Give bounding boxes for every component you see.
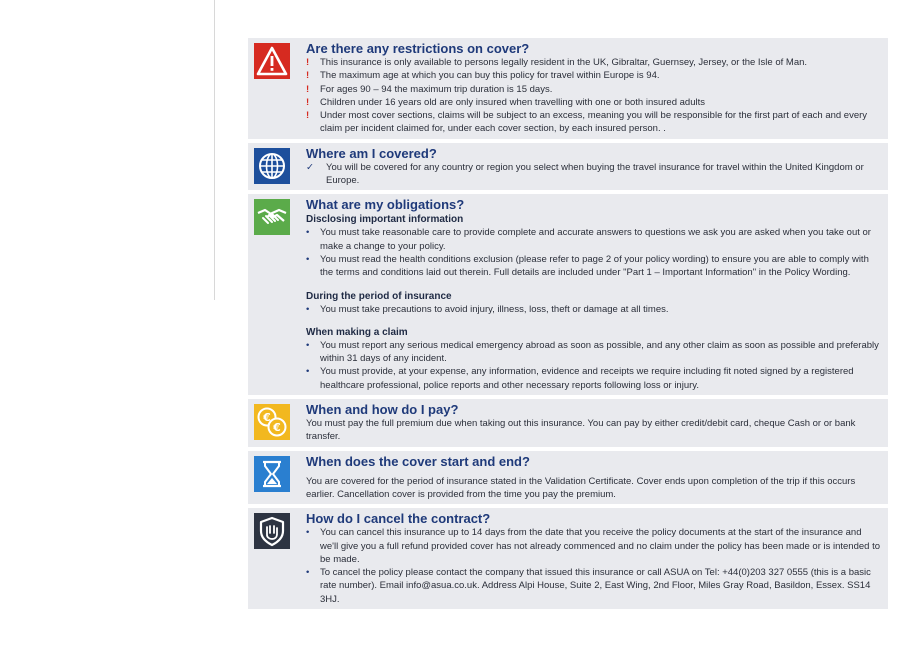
section-coverage: [248, 143, 888, 195]
list-item: • You must take precautions to avoid injury, illness, loss, theft or damage at all times.: [306, 303, 669, 315]
list-item: • You must provide, at your expense, any information, evidence and receipts we require including fit noted signed by a registered healthcare professional, police reports and other necessary reports following loss or injury.: [306, 366, 854, 391]
subheading-period: During the period of insurance: [306, 290, 452, 302]
page-fold-line: [214, 0, 215, 300]
restriction-list: [306, 56, 882, 136]
warning-icon: [254, 43, 290, 79]
handshake-icon: [254, 199, 290, 235]
subheading-disclosure: Disclosing important information: [306, 214, 464, 226]
claim-list: [306, 339, 882, 392]
shield-icon: [254, 513, 290, 549]
section-obligations: [248, 194, 888, 399]
coverage-list: [306, 161, 882, 188]
ipid-document: [248, 38, 888, 613]
globe-icon: [254, 148, 290, 184]
list-item: • You must report any serious medical emergency abroad as soon as possible, and any other claim as soon as possible and preferably within 31 days of any incident.: [306, 339, 879, 365]
section-title: What are my obligations?: [306, 197, 465, 213]
list-item: • You must take reasonable care to provide complete and accurate answers to questions we ask you are asked when you take out or make a change to your policy.: [306, 227, 871, 252]
cancel-list: [306, 526, 882, 606]
subheading-claim: When making a claim: [306, 326, 408, 338]
payment-text: You must pay the full premium due when taking out this insurance. You can pay by either credit/debit card, cheque Cash or or bank transfer.: [306, 418, 856, 443]
period-list: [306, 303, 882, 316]
list-item: • To cancel the policy please contact the company that issued this insurance or call ASUA on Tel: +44(0)203 327 0555 (this is a basic rate number). Email info@asua.co.uk. Address Alpi House, Suite 2, East Wing, 2nd Floor, Miles Gray Road, Basildon, Essex. SS14 3HJ.: [306, 567, 871, 605]
section-title: How do I cancel the contract?: [306, 511, 491, 527]
section-cancel: [248, 508, 888, 613]
list-item: • You must read the health conditions exclusion (please refer to page 2 of your policy wording) to ensure you are able to comply with the terms and conditions laid out therein. Full details are included under "Part 1 – Important Information" in the Policy Wording.: [306, 253, 869, 279]
list-item: ✓ You will be covered for any country or region you select when buying the travel insurance for travel within the United Kingdom or Europe.: [306, 161, 864, 187]
list-item: • You can cancel this insurance up to 14 days from the date that you receive the policy documents at the start of the insurance and we'll give you a full refund provided cover has not already commenced and no claim under the policy has been made or is intended to be made.: [306, 527, 881, 565]
section-title: When does the cover start and end?: [306, 453, 530, 469]
disclosure-list: [306, 226, 882, 279]
list-item: ! Children under 16 years old are only insured when travelling with one or both insured adults: [306, 96, 705, 108]
section-title: When and how do I pay?: [306, 402, 459, 418]
section-payment: [248, 399, 888, 451]
section-title: Are there any restrictions on cover?: [306, 41, 530, 56]
svg-text:€: €: [263, 411, 271, 425]
period-text: You are covered for the period of insurance stated in the Validation Certificate. Cover ends upon completion of the trip if this occurs earlier. Cancellation cover is provided from the time you pay the premium.: [306, 475, 856, 500]
list-item: ! Under most cover sections, claims will be subject to an excess, meaning you will be responsible for the first part of each and every claim per incident claimed for, under each cover section, by each insured person. .: [306, 110, 868, 135]
section-period: [248, 451, 888, 509]
list-item: ! This insurance is only available to persons legally resident in the UK, Gibraltar, Guernsey, Jersey, or the Isle of Man.: [306, 57, 808, 68]
euro-coins-icon: [254, 404, 290, 440]
list-item: ! The maximum age at which you can buy this policy for travel within Europe is 94.: [306, 70, 660, 82]
section-title: Where am I covered?: [306, 145, 437, 161]
hourglass-icon: [254, 456, 290, 492]
list-item: ! For ages 90 – 94 the maximum trip duration is 15 days.: [306, 83, 553, 95]
section-restrictions: [248, 38, 888, 143]
svg-text:€: €: [273, 421, 281, 435]
